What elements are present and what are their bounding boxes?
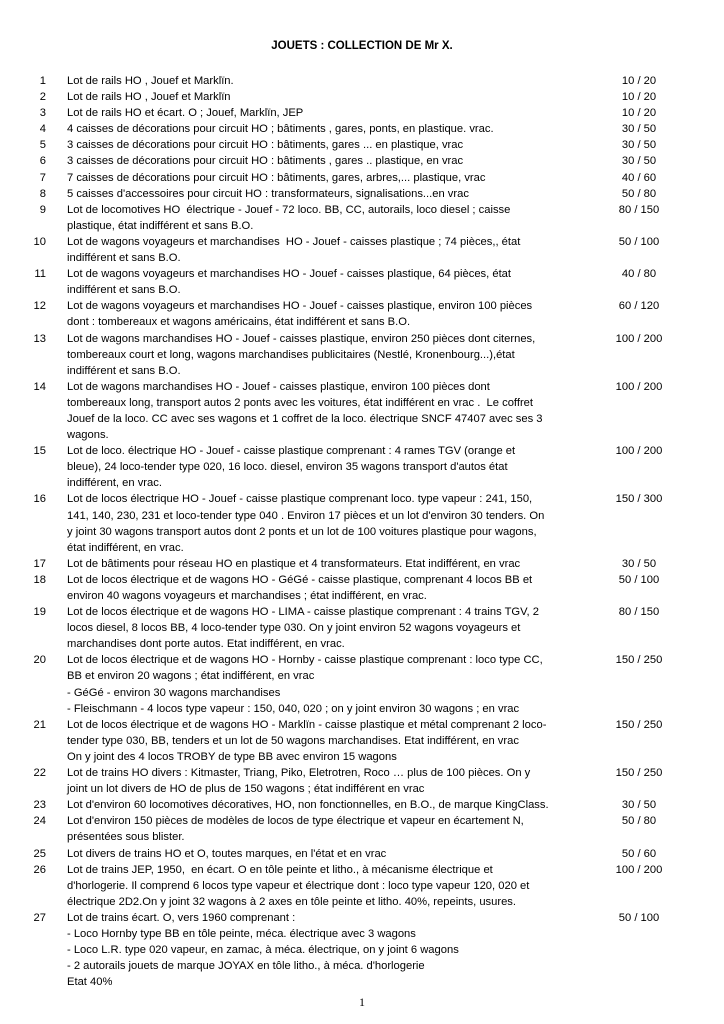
lot-estimate: 30 / 50 [621, 799, 657, 812]
lot-description-line: environ 40 wagons voyageurs et marchandises ; état indifférent, en vrac. [67, 590, 427, 602]
lot-row [0, 652, 724, 716]
lot-row [0, 556, 724, 572]
lot-row [0, 443, 724, 491]
lot-row [0, 862, 724, 910]
lot-number: 11 [34, 268, 46, 281]
lot-row [0, 105, 724, 121]
lot-number: 21 [33, 718, 46, 731]
lot-estimate: 60 / 120 [618, 300, 660, 313]
lot-number: 7 [39, 171, 46, 184]
lot-estimate: 50 / 100 [618, 573, 660, 586]
lot-estimate: 100 / 200 [615, 380, 663, 393]
lot-number: 24 [33, 815, 46, 828]
lot-description [67, 717, 610, 765]
lot-description [67, 443, 610, 491]
lot-number: 22 [33, 767, 46, 780]
lot-description [67, 379, 610, 443]
lot-number: 15 [33, 445, 46, 458]
lot-number: 27 [33, 911, 46, 924]
lot-number: 18 [33, 573, 46, 586]
lot-estimate: 150 / 250 [615, 718, 663, 731]
lot-estimate: 80 / 150 [618, 203, 660, 216]
lot-row [0, 331, 724, 379]
lot-number: 13 [33, 332, 46, 345]
lot-estimate: 50 / 80 [621, 815, 657, 828]
lot-description [67, 652, 610, 716]
lot-description-line: Jouef de la loco. CC avec ses wagons et 1 coffret de la loco. électrique SNCF 47407 avec ses 3 [67, 412, 543, 425]
lot-estimate: 30 / 50 [621, 155, 657, 168]
lot-description-line: marchandises dont porte autos. Etat indifférent, en vrac. [67, 638, 345, 651]
page-number: 1 [359, 995, 365, 1009]
lot-description-line: Lot de wagons marchandises HO - Jouef - caisses plastique, environ 250 pièces dont citernes, [67, 332, 536, 345]
lot-description-line: Etat 40% [67, 976, 113, 989]
lot-row [0, 89, 724, 105]
lot-row [0, 813, 724, 845]
lot-estimate: 50 / 100 [618, 911, 660, 924]
lot-description-line: Lot de locos électrique et de wagons HO - Hornby - caisse plastique comprenant : loco type CC, [67, 654, 543, 667]
lot-estimate: 30 / 50 [621, 139, 657, 152]
lot-description-line: Lot de locomotives HO électrique - Jouef - 72 loco. BB, CC, autorails, loco diesel ; caisse [67, 203, 511, 216]
lot-description [67, 298, 610, 330]
lot-description-line: Lot d'environ 60 locomotives décoratives, HO, non fonctionnelles, en B.O., de marque KingClass. [67, 799, 549, 812]
lot-row [0, 765, 724, 797]
lot-number: 25 [33, 847, 46, 860]
lot-estimate: 30 / 50 [621, 557, 657, 570]
lot-description-line: Lot de loco. électrique HO - Jouef - caisse plastique comprenant : 4 rames TGV (orange et [67, 445, 516, 458]
lot-number: 8 [39, 187, 46, 200]
lot-number: 4 [39, 123, 46, 136]
lot-number: 6 [39, 155, 46, 168]
lot-description-line: Lot de rails HO , Jouef et Marklïn. [67, 75, 234, 87]
lot-description-line: 7 caisses de décorations pour circuit HO : bâtiments, gares, arbres,... plastique, vrac [67, 171, 486, 184]
lot-description [67, 331, 610, 379]
lot-description [67, 89, 610, 105]
lot-description-line: Lot de wagons voyageurs et marchandises HO - Jouef - caisses plastique ; 74 pièces,, état [67, 235, 521, 248]
lot-description-line: Lot de trains HO divers : Kitmaster, Triang, Piko, Eletrotren, Roco … plus de 100 pièces. On y [67, 767, 531, 780]
lot-row [0, 266, 724, 298]
lot-description [67, 572, 610, 604]
lot-description-line: Lot d'environ 150 pièces de modèles de locos de type électrique et vapeur en écartement N, [67, 815, 524, 828]
lot-row [0, 137, 724, 153]
lot-number: 26 [33, 863, 46, 876]
lot-description-line: 3 caisses de décorations pour circuit HO : bâtiments, gares ... en plastique, vrac [67, 139, 464, 152]
lot-description-line: d'horlogerie. Il comprend 6 locos type vapeur et électrique dont : loco type vapeur 120, 020 et [67, 879, 530, 892]
lot-estimate: 10 / 20 [621, 91, 657, 104]
lot-description-line: locos diesel, 8 locos BB, 4 loco-tender type 030. On y joint environ 52 wagons voyageurs et [67, 622, 521, 635]
lot-description-line: 4 caisses de décorations pour circuit HO ; bâtiments , gares, ponts, en plastique. vrac. [67, 123, 494, 136]
lot-row [0, 572, 724, 604]
lot-number: 23 [33, 799, 46, 812]
lot-description-line: Lot de rails HO et écart. O ; Jouef, Marklïn, JEP [67, 107, 304, 120]
lot-description-line: indifférent et sans B.O. [67, 364, 181, 377]
lot-row [0, 717, 724, 765]
lot-estimate: 40 / 60 [621, 171, 657, 184]
lot-number: 20 [33, 654, 46, 667]
lot-row [0, 379, 724, 443]
lot-row [0, 491, 724, 555]
lot-description-line: Lot de wagons voyageurs et marchandises HO - Jouef - caisses plastique, 64 pièces, état [67, 268, 512, 281]
lot-number: 12 [33, 300, 46, 313]
lot-description-line: 5 caisses d'accessoires pour circuit HO : transformateurs, signalisations...en vrac [67, 187, 469, 200]
lot-estimate: 30 / 50 [621, 123, 657, 136]
lot-description [67, 121, 610, 137]
lot-description [67, 813, 610, 845]
lot-row [0, 73, 724, 89]
lot-description [67, 105, 610, 121]
lot-description-line: 3 caisses de décorations pour circuit HO : bâtiments , gares .. plastique, en vrac [67, 155, 464, 168]
lot-description-line: électrique 2D2.On y joint 32 wagons à 2 axes en tôle peinte et litho. 40%, repeints, usures. [67, 895, 517, 908]
lot-description-line: 141, 140, 230, 231 et loco-tender type 040 . Environ 17 pièces et un lot d'environ 30 tenders. On [67, 509, 545, 522]
lot-description [67, 797, 610, 813]
lot-description [67, 234, 610, 266]
lot-description-line: tender type 030, BB, tenders et un lot de 50 wagons marchandises. Etat indifférent, en vrac [67, 734, 519, 747]
lot-description-line: indifférent et sans B.O. [67, 252, 181, 265]
lot-description-line: présentées sous blister. [67, 831, 185, 844]
lot-number: 2 [39, 91, 46, 104]
lot-description-line: bleue), 24 loco-tender type 020, 16 loco. diesel, environ 35 wagons transport d'autos état [67, 461, 508, 474]
lot-description-line: indifférent et sans B.O. [67, 284, 181, 297]
lot-description [67, 266, 610, 298]
lot-description-line: Lot divers de trains HO et O, toutes marques, en l'état et en vrac [67, 847, 387, 860]
lot-description [67, 604, 610, 652]
lot-description-line: Lot de trains écart. O, vers 1960 comprenant : [67, 911, 296, 924]
lot-description-line: indifférent, en vrac. [67, 477, 162, 490]
lot-estimate: 50 / 60 [621, 847, 657, 860]
lot-description-line: - Fleischmann - 4 locos type vapeur : 150, 040, 020 ; on y joint environ 30 wagons ; en vrac [67, 702, 520, 715]
lot-estimate: 50 / 100 [618, 235, 660, 248]
lot-description-line: Lot de locos électrique HO - Jouef - caisse plastique comprenant loco. type vapeur : 241, 150, [67, 493, 533, 506]
lot-description-line: Lot de wagons marchandises HO - Jouef - caisses plastique, environ 100 pièces dont [67, 380, 490, 393]
lot-estimate: 80 / 150 [618, 606, 660, 619]
lot-description-line: - GéGé - environ 30 wagons marchandises [67, 686, 281, 699]
lot-description-line: Lot de locos électrique et de wagons HO - GéGé - caisse plastique, comprenant 4 locos BB et [67, 573, 533, 586]
lot-number: 19 [33, 606, 46, 619]
lot-description [67, 170, 610, 186]
lot-description-line: tombereaux long, transport autos 2 ponts avec les voitures, état indifférent en vrac . Le coffret [67, 396, 533, 409]
lot-description-line: état indifférent, en vrac. [67, 541, 184, 554]
lot-estimate: 50 / 80 [621, 187, 657, 200]
lot-estimate: 150 / 250 [615, 767, 663, 780]
lot-estimate: 100 / 200 [615, 445, 663, 458]
lot-row [0, 170, 724, 186]
lot-description-line: plastique, état indifférent et sans B.O. [67, 219, 254, 232]
lot-description-line: On y joint des 4 locos TROBY de type BB avec environ 15 wagons [67, 750, 397, 763]
lot-number: 5 [39, 139, 46, 152]
lot-number: 10 [33, 235, 46, 248]
lot-description-line: Lot de wagons voyageurs et marchandises HO - Jouef - caisses plastique, environ 100 pièces [67, 300, 533, 313]
lot-description [67, 556, 610, 572]
lot-description [67, 202, 610, 234]
lot-row [0, 234, 724, 266]
lot-row [0, 846, 724, 862]
lot-description [67, 186, 610, 202]
lot-row [0, 910, 724, 990]
lot-description-line: Lot de trains JEP, 1950, en écart. O en tôle peinte et litho., à mécanisme électrique et [67, 863, 493, 876]
lot-description [67, 137, 610, 153]
lot-description-line: - 2 autorails jouets de marque JOYAX en tôle litho., à méca. d'horlogerie [67, 960, 425, 973]
lot-row [0, 121, 724, 137]
lot-estimate: 100 / 200 [615, 863, 663, 876]
lot-row [0, 604, 724, 652]
lot-estimate: 150 / 250 [615, 654, 663, 667]
lot-description [67, 862, 610, 910]
lot-description-line: - Loco L.R. type 020 vapeur, en zamac, à méca. électrique, on y joint 6 wagons [67, 944, 459, 957]
lot-description-line: Lot de bâtiments pour réseau HO en plastique et 4 transformateurs. Etat indifférent, en vrac [67, 557, 521, 570]
lot-estimate: 10 / 20 [621, 75, 657, 87]
lot-number: 9 [39, 203, 46, 216]
lot-description-line: y joint 30 wagons transport autos dont 2 ponts et un lot de 100 voitures plastique pour wagons, [67, 525, 537, 538]
lot-row [0, 202, 724, 234]
lot-description-line: joint un lot divers de HO de plus de 150 wagons ; état indifférent en vrac [67, 783, 425, 796]
lot-description-line: BB et environ 20 wagons ; état indifférent, en vrac [67, 670, 315, 683]
lot-description-line: Lot de locos électrique et de wagons HO - Marklïn - caisse plastique et métal comprenant 2 loco- [67, 718, 547, 731]
lot-estimate: 150 / 300 [615, 493, 663, 506]
lot-estimate: 100 / 200 [615, 332, 663, 345]
lot-number: 1 [39, 75, 46, 87]
lot-description-line: dont : tombereaux et wagons américains, état indifférent et sans B.O. [67, 316, 411, 329]
page-title: JOUETS : COLLECTION DE Mr X. [271, 40, 453, 52]
lot-row [0, 797, 724, 813]
lot-description-line: - Loco Hornby type BB en tôle peinte, méca. électrique avec 3 wagons [67, 927, 416, 940]
lot-description [67, 73, 610, 89]
lot-description [67, 765, 610, 797]
lot-list [0, 73, 724, 990]
lot-number: 16 [33, 493, 46, 506]
lot-number: 3 [39, 107, 46, 120]
lot-description-line: Lot de rails HO , Jouef et Marklïn [67, 91, 231, 104]
lot-row [0, 298, 724, 330]
lot-description-line: Lot de locos électrique et de wagons HO - LIMA - caisse plastique comprenant : 4 trains TGV, 2 [67, 606, 539, 619]
lot-description [67, 910, 610, 990]
lot-estimate: 40 / 80 [621, 268, 657, 281]
lot-row [0, 153, 724, 169]
lot-number: 14 [33, 380, 46, 393]
lot-number: 17 [33, 557, 46, 570]
lot-row [0, 186, 724, 202]
lot-estimate: 10 / 20 [621, 107, 657, 120]
lot-description [67, 153, 610, 169]
lot-description [67, 846, 610, 862]
lot-description-line: tombereaux court et long, wagons marchandises publicitaires (Nestlé, Kronenbourg...),état [67, 348, 515, 361]
lot-description-line: wagons. [67, 429, 109, 442]
lot-description [67, 491, 610, 555]
